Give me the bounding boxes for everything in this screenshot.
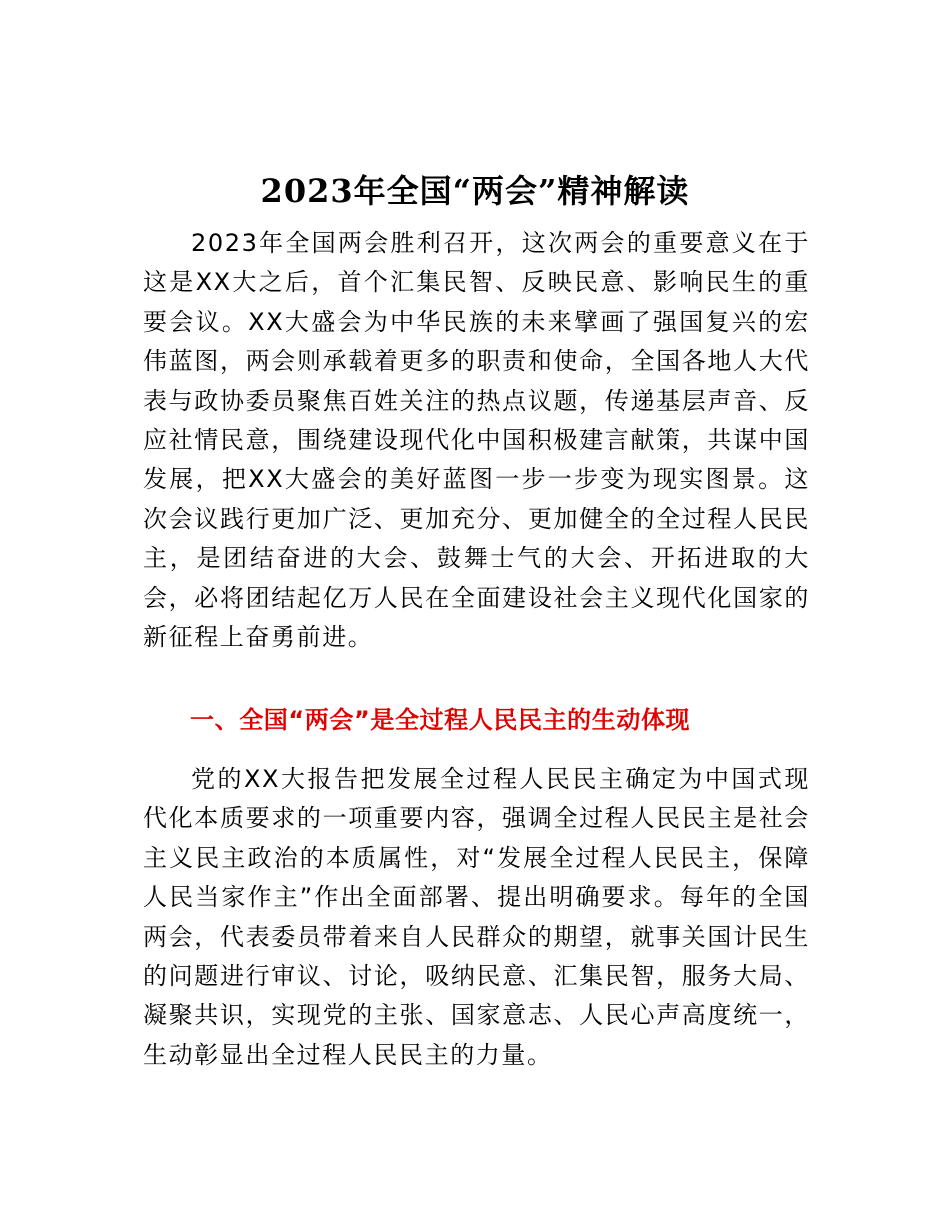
paragraph-intro: 2023年全国两会胜利召开，这次两会的重要意义在于这是XX大之后，首个汇集民智、反映民意、影响民生的重要会议。XX大盛会为中华民族的未来擘画了强国复兴的宏伟蓝图，两会则承载着更多的职责和使命，全国各地人大代表与政协委员聚焦百姓关注的热点议题，传递基层声音、反应社情民意，围绕建设现代化中国积极建言献策，共谋中国发展，把XX大盛会的美好蓝图一步一步变为现实图景。这次会议践行更加广泛、更加充分、更加健全的全过程人民民主，是团结奋进的大会、鼓舞士气的大会、开拓进取的大会，必将团结起亿万人民在全面建设社会主义现代化国家的新征程上奋勇前进。 [143,229,810,652]
section-heading-1: 一、全国“两会”是全过程人民民主的生动体现 [190,706,691,734]
document-title: 2023年全国“两会”精神解读 [260,172,690,210]
paragraph-section-1: 党的XX大报告把发展全过程人民民主确定为中国式现代化本质要求的一项重要内容，强调全过程人民民主是社会主义民主政治的本质属性，对“发展全过程人民民主，保障人民当家作主”作出全面部署、提出明确要求。每年的全国两会，代表委员带着来自人民群众的期望，就事关国计民生的问题进行审议、讨论，吸纳民意、汇集民智，服务大局、凝聚共识，实现党的主张、国家意志、人民心声高度统一，生动彰显出全过程人民民主的力量。 [143,765,810,1069]
